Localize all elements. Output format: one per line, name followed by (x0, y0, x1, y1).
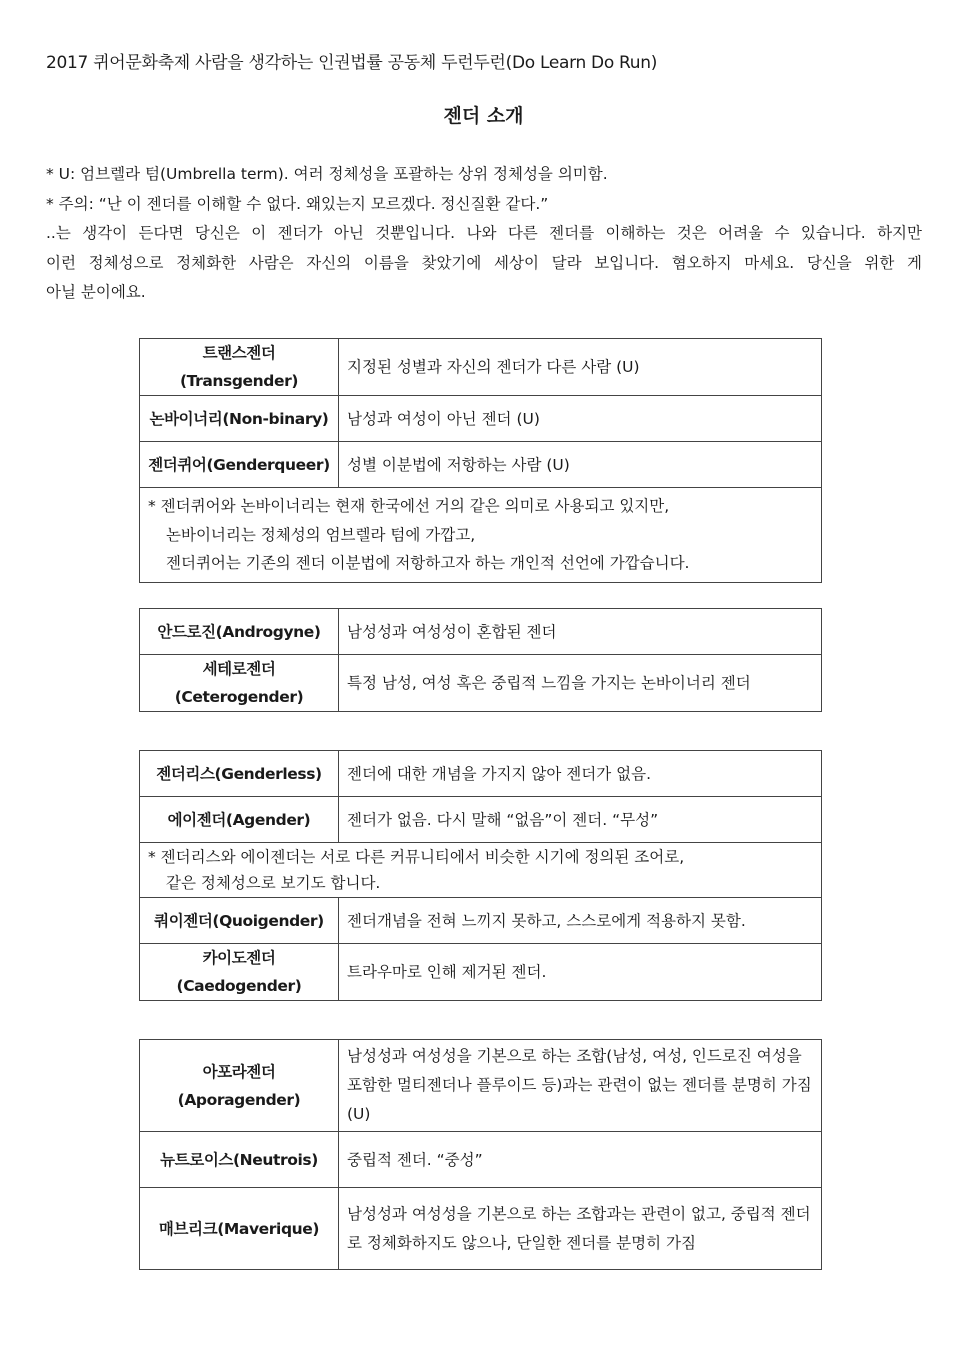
table-row (140, 898, 822, 944)
definition-cell: 지정된 성별과 자신의 젠더가 다른 사람 (U) (339, 339, 822, 396)
term-cell: 트랜스젠더(Transgender) (140, 339, 339, 396)
definition-cell: 중립적 젠더. “중성” (339, 1132, 822, 1188)
note-line: * 젠더퀴어와 논바이너리는 현재 한국에선 거의 같은 의미로 사용되고 있지만, (148, 497, 670, 515)
definition-cell: 젠더에 대한 개념을 가지지 않아 젠더가 없음. (339, 751, 822, 797)
table-row (140, 442, 822, 488)
note-line: 논바이너리는 정체성의 엄브렐라 텀에 가깝고, (166, 525, 476, 544)
definition-cell: 젠더개념을 전혀 느끼지 못하고, 스스로에게 적용하지 못함. (339, 898, 822, 944)
definition-cell: 특정 남성, 여성 혹은 중립적 느낌을 가지는 논바이너리 젠더 (339, 655, 822, 712)
table-row (140, 797, 822, 843)
definition-cell: 성별 이분법에 저항하는 사람 (U) (339, 442, 822, 488)
table-row (140, 1188, 822, 1270)
definition-cell: 트라우마로 인해 제거된 젠더. (339, 944, 822, 1001)
term-cell: 매브리크(Maverique) (140, 1188, 339, 1270)
term-cell: 젠더리스(Genderless) (140, 751, 339, 797)
gender-table-4 (139, 1039, 822, 1270)
term-english: (Caedogender) (176, 977, 302, 995)
table-row (140, 751, 822, 797)
table-row (140, 944, 822, 1001)
page-title: 젠더 소개 (443, 105, 524, 127)
term-cell: 뉴트로이스(Neutrois) (140, 1132, 339, 1188)
gender-table-3 (139, 750, 822, 1001)
intro-paragraph-line: 아닐 분이에요. (46, 283, 146, 301)
table-row (140, 655, 822, 712)
gender-table-2 (139, 608, 822, 712)
table-row (140, 396, 822, 442)
term-cell: 안드로진(Androgyne) (140, 609, 339, 655)
definition-cell: 남성과 여성이 아닌 젠더 (U) (339, 396, 822, 442)
note-line: * 젠더리스와 에이젠더는 서로 다른 커뮤니티에서 비슷한 시기에 정의된 조어로, (148, 848, 685, 866)
term-cell: 논바이너리(Non-binary) (140, 396, 339, 442)
definition-cell: 남성성과 여성성을 기본으로 하는 조합(남성, 여성, 인드로진 여성을 포함한 멀티젠더나 플루이드 등)과는 관련이 없는 젠더를 분명히 가짐 (U) (339, 1040, 822, 1132)
table-note-row (140, 843, 822, 898)
note-cell (140, 843, 822, 898)
term-cell: 에이젠더(Agender) (140, 797, 339, 843)
document-header: 2017 퀴어문화축제 사람을 생각하는 인권법률 공동체 두런두런(Do Learn Do Run) (46, 53, 658, 73)
table-note-row (140, 488, 822, 583)
intro-section (46, 160, 922, 308)
intro-umbrella-note: * U: 엄브렐라 텀(Umbrella term). 여러 정체성을 포괄하는 상위 정체성을 의미함. (46, 165, 608, 183)
term-english: (Ceterogender) (174, 688, 304, 706)
note-cell (140, 488, 822, 583)
term-korean: 세테로젠더 (202, 660, 276, 678)
table-row (140, 1132, 822, 1188)
table-row (140, 609, 822, 655)
note-line: 같은 정체성으로 보기도 합니다. (166, 874, 381, 892)
intro-caution-note: * 주의: “난 이 젠더를 이해할 수 없다. 왜있는지 모르겠다. 정신질환 같다.” (46, 194, 549, 213)
term-korean: 아포라젠더 (202, 1062, 276, 1081)
term-cell (140, 655, 339, 712)
term-cell (140, 944, 339, 1001)
term-cell (140, 1040, 339, 1132)
term-korean: 카이도젠더 (202, 949, 276, 967)
intro-paragraph-line: ..는 생각이 든다면 당신은 이 젠더가 아닌 것뿐입니다. 나와 다른 젠더를 이해하는 것은 어려울 수 있습니다. 하지만 (46, 224, 922, 242)
intro-paragraph-line: 이런 정체성으로 정체화한 사람은 자신의 이름을 찾았기에 세상이 달라 보입니다. 혐오하지 마세요. 당신을 위한 게 (46, 253, 922, 272)
term-english: (Aporagender) (177, 1090, 301, 1109)
definition-cell: 남성성과 여성성이 혼합된 젠더 (339, 609, 822, 655)
term-cell: 젠더퀴어(Genderqueer) (140, 442, 339, 488)
definition-cell: 젠더가 없음. 다시 말해 “없음”이 젠더. “무성” (339, 797, 822, 843)
table-row (140, 1040, 822, 1132)
definition-cell: 남성성과 여성성을 기본으로 하는 조합과는 관련이 없고, 중립적 젠더로 정체화하지도 않으나, 단일한 젠더를 분명히 가짐 (339, 1188, 822, 1270)
table-row (140, 339, 822, 396)
term-cell: 쿼이젠더(Quoigender) (140, 898, 339, 944)
gender-table-1 (139, 338, 822, 583)
note-line: 젠더퀴어는 기존의 젠더 이분법에 저항하고자 하는 개인적 선언에 가깝습니다. (166, 554, 690, 572)
